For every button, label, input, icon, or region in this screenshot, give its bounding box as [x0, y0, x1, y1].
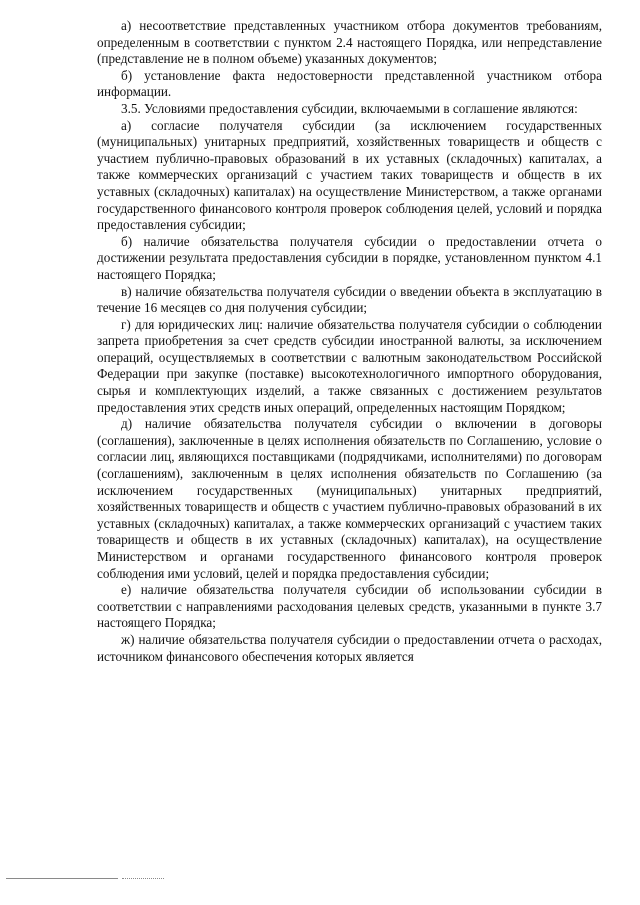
paragraph-b-report: б) наличие обязательства получателя субсидии о предоставлении отчета о достижении результата предоставления субсидии в порядке, установленном пунктом 4.1 настоящего Порядка;	[97, 233, 602, 282]
paragraph-a-consent: а) согласие получателя субсидии (за исключением государственных (муниципальных) унитарных предприятий, хозяйственных товариществ и обществ с участием публично-правовых образований в их уставных (складочных) капиталах, а также коммерческих организаций с участием таких товариществ и обществ в их уставных (складочных) капиталах) на осуществление Министерством, а также органами государственного финансового контроля проверок соблюдения целей, условий и порядка предоставления субсидии;	[97, 117, 602, 233]
paragraph-d-contracts: д) наличие обязательства получателя субсидии о включении в договоры (соглашения), заключенные в целях исполнения обязательств по Соглашению, условие о согласии лиц, являющихся поставщиками (подрядчиками, исполнителями) по договорам (соглашениям), заключенным в целях исполнения обязательств по Соглашению (за исключением государственных (муниципальных) унитарных предприятий, хозяйственных товариществ и обществ с участием публично-правовых образований в их уставных (складочных) капиталах, а также коммерческих организаций с участием таких товариществ и обществ в их уставных (складочных) капиталах), на осуществление Министерством и органами государственного финансового контроля проверок соблюдения ими условий, целей и порядка предоставления субсидии;	[97, 416, 602, 581]
footer-scan-line	[6, 878, 118, 879]
paragraph-e-usage: е) наличие обязательства получателя субсидии об использовании субсидии в соответствии с направлениями расходования целевых средств, указанными в пункте 3.7 настоящего Порядка;	[97, 582, 602, 631]
paragraph-v-commissioning: в) наличие обязательства получателя субсидии о введении объекта в эксплуатацию в течение 16 месяцев со дня получения субсидии;	[97, 283, 602, 316]
document-body	[97, 18, 602, 665]
paragraph-g-currency: г) для юридических лиц: наличие обязательства получателя субсидии о соблюдении запрета приобретения за счет средств субсидии иностранной валюты, за исключением операций, осуществляемых в соответствии с валютным законодательством Российской Федерации при закупке (поставке) высокотехнологичного импортного оборудования, сырья и комплектующих изделий, а также связанных с достижением результатов предоставления этих средств иных операций, определенных настоящим Порядком;	[97, 316, 602, 415]
paragraph-3-5-heading: 3.5. Условиями предоставления субсидии, включаемыми в соглашение являются:	[121, 100, 578, 116]
paragraph-a-noncompliance: а) несоответствие представленных участником отбора документов требованиям, определенным в соответствии с пунктом 2.4 настоящего Порядка, или непредставление (представление не в полном объеме) указанных документов;	[97, 18, 602, 67]
footer-scan-line-dotted	[122, 878, 164, 879]
paragraph-b-false-info: б) установление факта недостоверности представленной участником отбора информации.	[97, 67, 602, 100]
paragraph-zh-expenses: ж) наличие обязательства получателя субсидии о предоставлении отчета о расходах, источником финансового обеспечения которых является	[97, 631, 602, 664]
